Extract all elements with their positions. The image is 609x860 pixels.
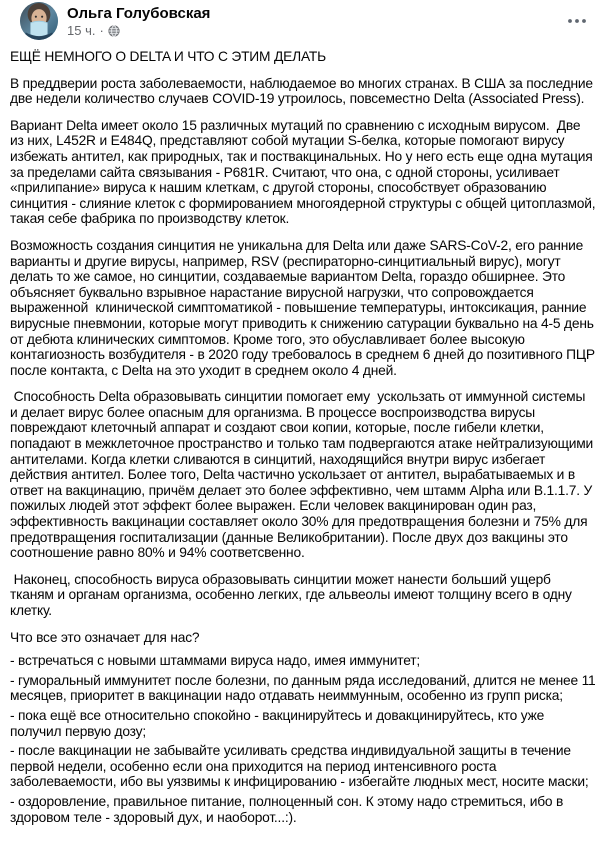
post-paragraph: Вариант Delta имеет около 15 различных мутаций по сравнению с исходным вирусом. Две из них, L452R и E484Q, представляют собой мутации S-белка, которые помогают вирусу избежать антител, как природных, так и поствакцинальных. Но у него есть еще одна мутация за пределами сайта связывания - P681R. Считают, что она, с одной стороны, усиливает «прилипание» вируса к нашим клеткам, с другой стороны, способствует образованию синцития - слияние клеток с формированием многоядерной структуры с общей цитоплазмой, такая себе фабрика по производству клеток.	[10, 117, 600, 227]
post-bullet-item: - после вакцинации не забывайте усиливать средства индивидуальной защиты в течение первой недели, особенно если она приходится на период интенсивного роста заболеваемости, ибо вы уязвимы к инфицированию - избегайте людных мест, носите маски;	[10, 743, 589, 790]
header-meta-block	[67, 2, 210, 39]
post-options-button[interactable]	[563, 10, 591, 32]
post-bullet-item: - пока ещё все относительно спокойно - вакцинируйтесь и довакцинируйтесь, кто уже получил первую дозу;	[10, 707, 548, 739]
post-paragraph: В преддверии роста заболеваемости, наблюдаемое во многих странах. В США за последние две недели количество случаев COVID-19 утроилось, повсеместно Delta (Associated Press).	[10, 75, 597, 107]
post-paragraph: Способность Delta образовывать синцитии помогает ему ускользать от иммунной системы и делает вирус более опасным для организма. В процессе воспроизводства вирусы повреждают клеточный аппарат и создают свои копии, которые, после гибели клетки, попадают в межклеточное пространство и только там подвергаются атаке нейтрализующими антителами. Когда клетки сливаются в синцитий, находящийся внутри вирус избегает действия антител. Более того, Delta частично ускользает от антител, вырабатываемых и в ответ на вакцинацию, причём делает это более эффективно, чем штамм Alpha или B.1.1.7. У пожилых людей этот эффект более выражен. Если человек вакцинирован один раз, эффективность вакцинации составляет около 30% для предотвращения болезни и 75% для предотвращения госпитализации (данные Великобритании). После двух доз вакцины это соотношение равно 80% и 94% соответсвенно.	[10, 389, 597, 561]
ellipsis-icon	[567, 18, 587, 24]
post-paragraph: Возможность создания синцития не уникальна для Delta или даже SARS-CoV-2, его ранние варианты и другие вирусы, например, RSV (респираторно-синцитиальный вирус), могут делать то же самое, но синцитии, создаваемые вариантом Delta, гораздо обширнее. Это объясняет буквально взрывное нарастание вирусной нагрузки, что сопровождается выраженной клинической симптоматикой - повышение температуры, интоксикация, ранние вирусные пневмонии, которые могут приводить к снижению сатурации буквально на 4-5 день от дебюта клинических симптомов. Кроме того, это обуславливает более высокую контагиозность возбудителя - в 2020 году требовалось в среднем 6 дней до позитивного ПЦР после контакта, с Delta на это уходит в среднем около 4 дней.	[10, 237, 599, 378]
post-question-line: Что все это означает для нас?	[10, 629, 200, 645]
post-bullet-item: - гуморальный иммунитет после болезни, по данным ряда исследований, длится не менее 11 месяцев, приоритет в вакцинации надо отдавать неиммунным, особенно из групп риска;	[10, 672, 600, 704]
post-bullet-item: - встречаться с новыми штаммами вируса надо, имея иммунитет;	[10, 653, 420, 669]
avatar[interactable]	[20, 2, 58, 40]
timestamp[interactable]: 15 ч.	[67, 23, 96, 38]
post-header	[0, 0, 609, 40]
author-name[interactable]: Ольга Голубовская	[67, 5, 211, 22]
post-content	[0, 40, 609, 837]
post-meta	[67, 23, 210, 39]
meta-separator: ·	[99, 23, 104, 38]
post-bullet-item: - оздоровление, правильное питание, полноценный сон. К этому надо стремиться, ибо в здоровом теле - здоровый дух, и наоборот...:).	[10, 793, 567, 825]
post-paragraph: Наконец, способность вируса образовывать синцитии может нанести больший ущерб тканям и органам организма, особенно легких, где альвеолы имеют толщину всего в одну клетку.	[10, 571, 576, 618]
post-title-line: ЕЩЁ НЕМНОГО О DELTA И ЧТО С ЭТИМ ДЕЛАТЬ	[10, 49, 326, 64]
avatar-image	[20, 2, 58, 40]
globe-icon	[108, 25, 120, 37]
